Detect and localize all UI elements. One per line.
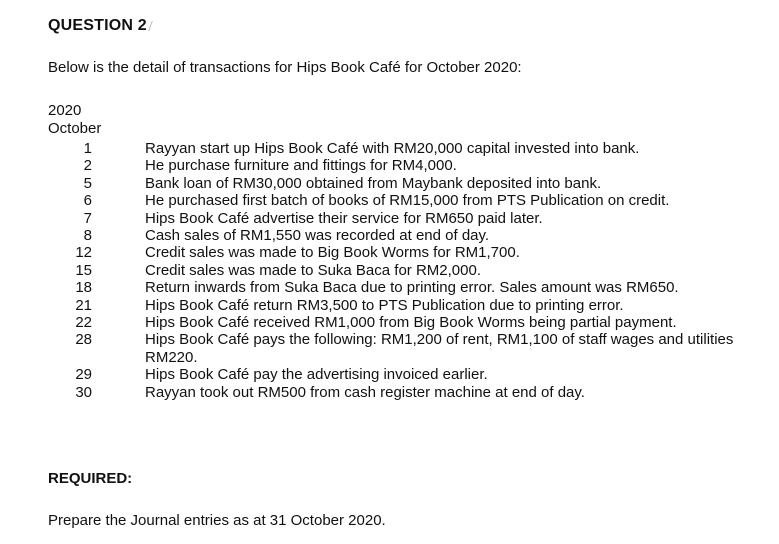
transaction-row [48, 331, 748, 366]
transaction-description: Hips Book Café received RM1,000 from Big Book Worms being partial payment. [145, 314, 677, 332]
transaction-description: Credit sales was made to Big Book Worms for RM1,700. [145, 244, 520, 262]
intro-text: Below is the detail of transactions for Hips Book Café for October 2020: [48, 59, 522, 76]
transaction-row [48, 244, 748, 261]
transaction-row [48, 157, 748, 174]
question-title-text: QUESTION 2 [48, 17, 147, 34]
transaction-row [48, 384, 748, 401]
transaction-row [48, 227, 748, 244]
transaction-row [48, 279, 748, 296]
transaction-day: 29 [75, 366, 92, 384]
question-title [48, 17, 157, 35]
transaction-day: 1 [83, 140, 92, 157]
required-heading: REQUIRED: [48, 470, 133, 487]
transaction-row [48, 366, 748, 383]
transaction-description: Hips Book Café pay the advertising invoiced earlier. [145, 366, 488, 384]
month-label: October [48, 120, 102, 137]
transaction-list [48, 140, 748, 401]
transaction-description: He purchase furniture and fittings for RM4,000. [145, 157, 457, 175]
transaction-row [48, 192, 748, 209]
transaction-row [48, 262, 748, 279]
transaction-row [48, 175, 748, 192]
instruction-text: Prepare the Journal entries as at 31 October 2020. [48, 512, 386, 529]
transaction-description: Credit sales was made to Suka Baca for RM2,000. [145, 261, 481, 279]
transaction-description: Hips Book Café return RM3,500 to PTS Publication due to printing error. [145, 296, 624, 314]
transaction-row [48, 297, 748, 314]
transaction-description: Hips Book Café pays the following: RM1,200 of rent, RM1,100 of staff wages and utilities RM220. [145, 331, 734, 366]
transaction-description: He purchased first batch of books of RM15,000 from PTS Publication on credit. [145, 192, 670, 210]
transaction-day: 28 [75, 331, 92, 349]
transaction-day: 12 [75, 244, 92, 262]
transaction-description: Return inwards from Suka Baca due to printing error. Sales amount was RM650. [145, 279, 679, 297]
transaction-row [48, 314, 748, 331]
year-label: 2020 [48, 102, 82, 119]
transaction-description: Hips Book Café advertise their service for RM650 paid later. [145, 209, 543, 227]
transaction-description: Rayyan start up Hips Book Café with RM20,000 capital invested into bank. [145, 140, 640, 157]
transaction-description: Bank loan of RM30,000 obtained from Maybank deposited into bank. [145, 174, 602, 192]
transaction-day: 2 [83, 157, 92, 175]
transaction-day: 7 [83, 209, 92, 227]
cursor-mark-icon [148, 21, 159, 31]
transaction-day: 6 [83, 192, 92, 210]
transaction-day: 30 [75, 383, 92, 401]
transaction-day: 15 [75, 261, 92, 279]
transaction-day: 5 [83, 174, 92, 192]
transaction-row [48, 210, 748, 227]
transaction-day: 22 [75, 314, 92, 332]
transaction-description: Cash sales of RM1,550 was recorded at end of day. [145, 227, 490, 245]
transaction-day: 8 [83, 227, 92, 245]
transaction-description: Rayyan took out RM500 from cash register machine at end of day. [145, 383, 585, 401]
transaction-day: 21 [75, 296, 92, 314]
transaction-day: 18 [75, 279, 92, 297]
transaction-row [48, 140, 748, 157]
